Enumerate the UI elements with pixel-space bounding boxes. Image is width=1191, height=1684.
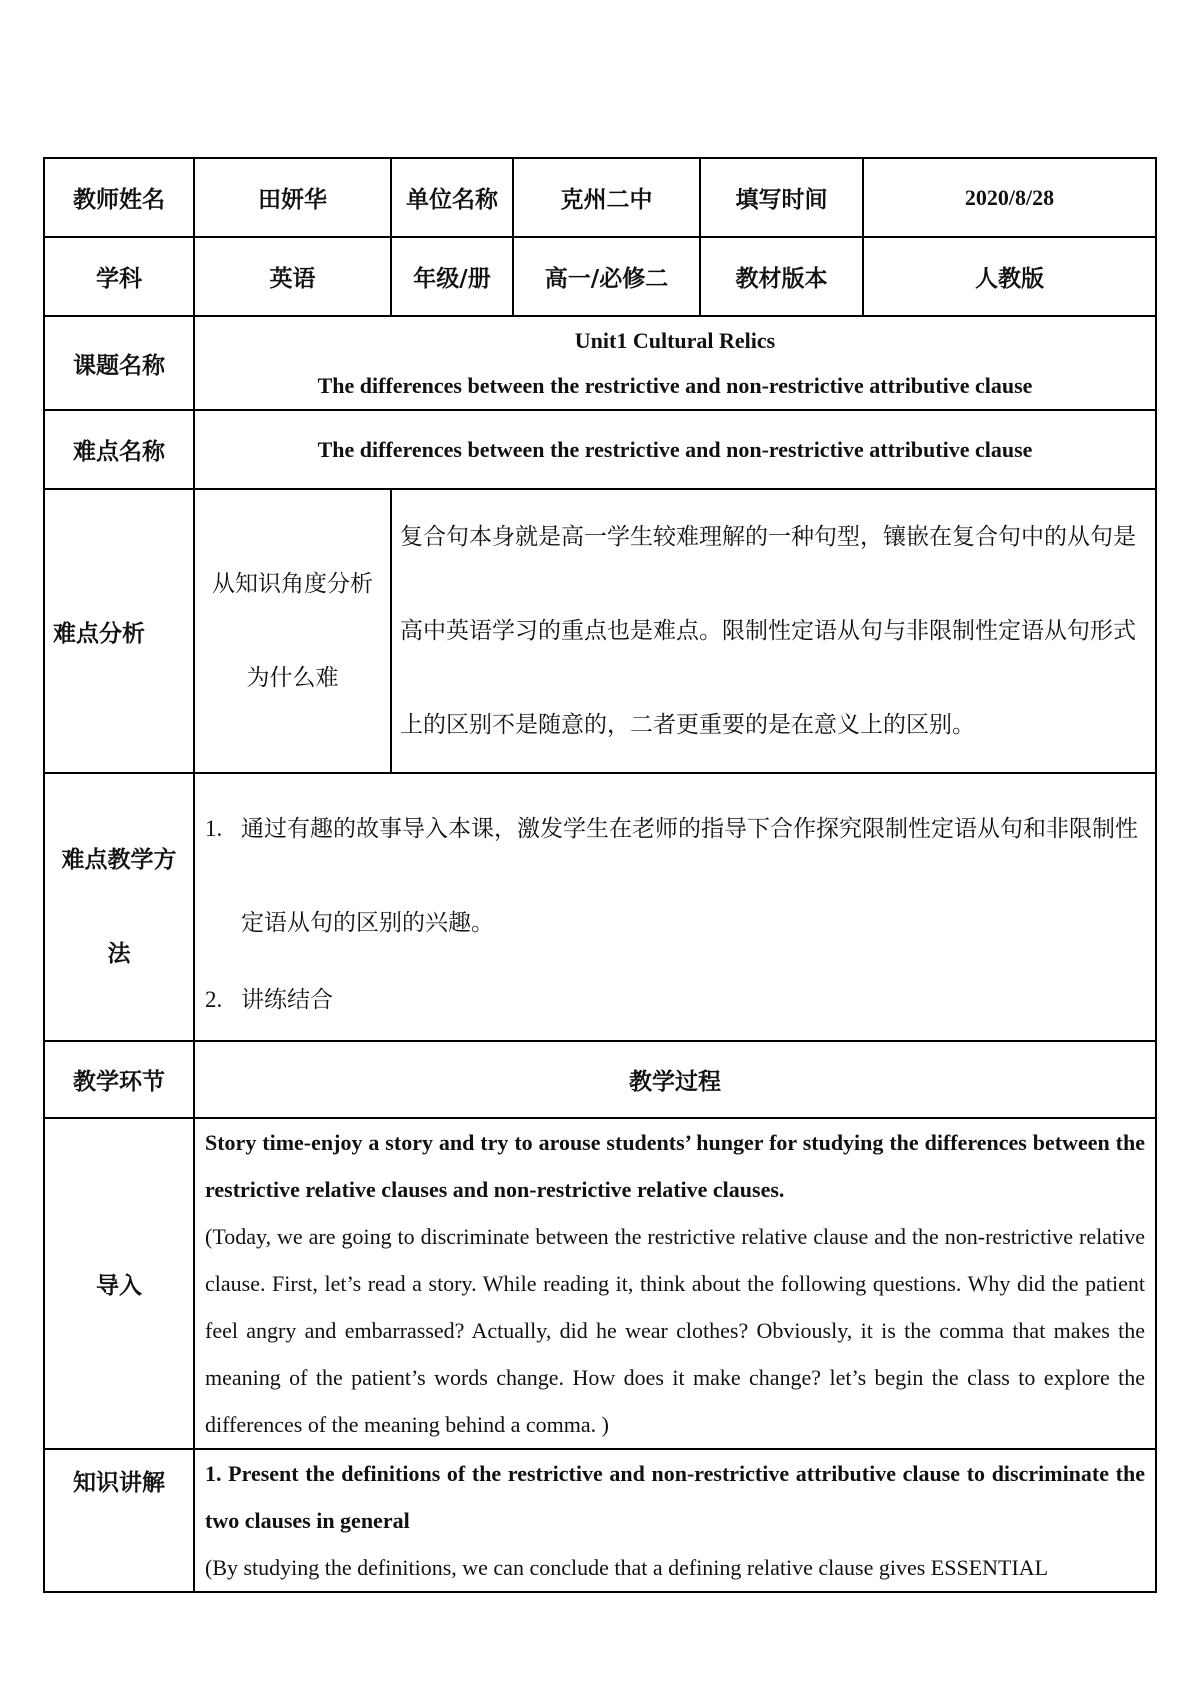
knowledge-bold-text: 1. Present the definitions of the restrictive and non-restrictive attributive clause to discriminate the two clauses in general: [205, 1461, 1145, 1533]
analysis-text: 复合句本身就是高一学生较难理解的一种句型，镶嵌在复合句中的从句是高中英语学习的重点也是难点。限制性定语从句与非限制性定语从句形式上的区别不是随意的，二者更重要的是在意义上的区别。: [391, 489, 1156, 773]
method-row: [44, 773, 1156, 1041]
intro-content: [194, 1118, 1156, 1449]
knowledge-row: [44, 1449, 1156, 1592]
difficulty-value: The differences between the restrictive and non-restrictive attributive clause: [194, 410, 1156, 489]
method-item-2-num: 2.: [205, 987, 223, 1012]
intro-row: [44, 1118, 1156, 1449]
lesson-plan-table: [43, 157, 1157, 1593]
lesson-plan-sheet: [43, 157, 1155, 1593]
method-item-1: [205, 782, 1145, 970]
method-list: [194, 773, 1156, 1041]
topic-label: 课题名称: [44, 316, 194, 410]
knowledge-normal-text: (By studying the definitions, we can conclude that a defining relative clause gives ESSENTIAL: [205, 1555, 1049, 1580]
analysis-sub-line-2: 为什么难: [246, 665, 339, 691]
grade-value: 高一/必修二: [513, 237, 700, 316]
intro-label: 导入: [44, 1118, 194, 1449]
topic-line-2: The differences between the restrictive and non-restrictive attributive clause: [317, 373, 1033, 398]
method-item-1-num: 1.: [205, 816, 223, 841]
unit-label: 单位名称: [391, 158, 513, 237]
analysis-sub-label: [194, 489, 391, 773]
topic-line-1: Unit1 Cultural Relics: [574, 328, 776, 353]
teacher-value: 田妍华: [194, 158, 391, 237]
date-label: 填写时间: [700, 158, 863, 237]
analysis-row: [44, 489, 1156, 773]
method-item-1-text: 通过有趣的故事导入本课，激发学生在老师的指导下合作探究限制性定语从句和非限制性定语从句的区别的兴趣。: [241, 816, 1138, 936]
knowledge-label: 知识讲解: [44, 1449, 194, 1592]
edition-value: 人教版: [863, 237, 1156, 316]
subject-value: 英语: [194, 237, 391, 316]
method-item-2: [205, 970, 1145, 1030]
header-row-1: [44, 158, 1156, 237]
knowledge-content: [194, 1449, 1156, 1592]
grade-label: 年级/册: [391, 237, 513, 316]
intro-normal-text: (Today, we are going to discriminate between the restrictive relative clause and the non-restrictive relative clause. First, let’s read a story. While reading it, think about the following questions. Why did the patient feel angry and embarrassed? Actually, did he wear clothes? Obviously, it is the comma that makes the meaning of the patient’s words change. How does it make change? let’s begin the class to explore the differences of the meaning behind a comma. ): [205, 1224, 1145, 1437]
unit-value: 克州二中: [513, 158, 700, 237]
teacher-label: 教师姓名: [44, 158, 194, 237]
header-row-2: [44, 237, 1156, 316]
method-label: [44, 773, 194, 1041]
stage-header-label: 教学环节: [44, 1041, 194, 1118]
subject-label: 学科: [44, 237, 194, 316]
difficulty-label: 难点名称: [44, 410, 194, 489]
topic-value: [194, 316, 1156, 410]
method-item-2-text: 讲练结合: [241, 987, 333, 1013]
analysis-label: 难点分析: [44, 489, 194, 773]
process-header-row: [44, 1041, 1156, 1118]
intro-bold-text: Story time-enjoy a story and try to arouse students’ hunger for studying the differences between the restrictive relative clauses and non-restrictive relative clauses.: [205, 1130, 1145, 1202]
method-label-line-1: 难点教学方: [61, 847, 177, 873]
edition-label: 教材版本: [700, 237, 863, 316]
process-header-label: 教学过程: [194, 1041, 1156, 1118]
topic-row: [44, 316, 1156, 410]
date-value: 2020/8/28: [863, 158, 1156, 237]
method-label-line-2: 法: [107, 941, 131, 967]
analysis-sub-line-1: 从知识角度分析: [212, 571, 373, 597]
difficulty-row: [44, 410, 1156, 489]
